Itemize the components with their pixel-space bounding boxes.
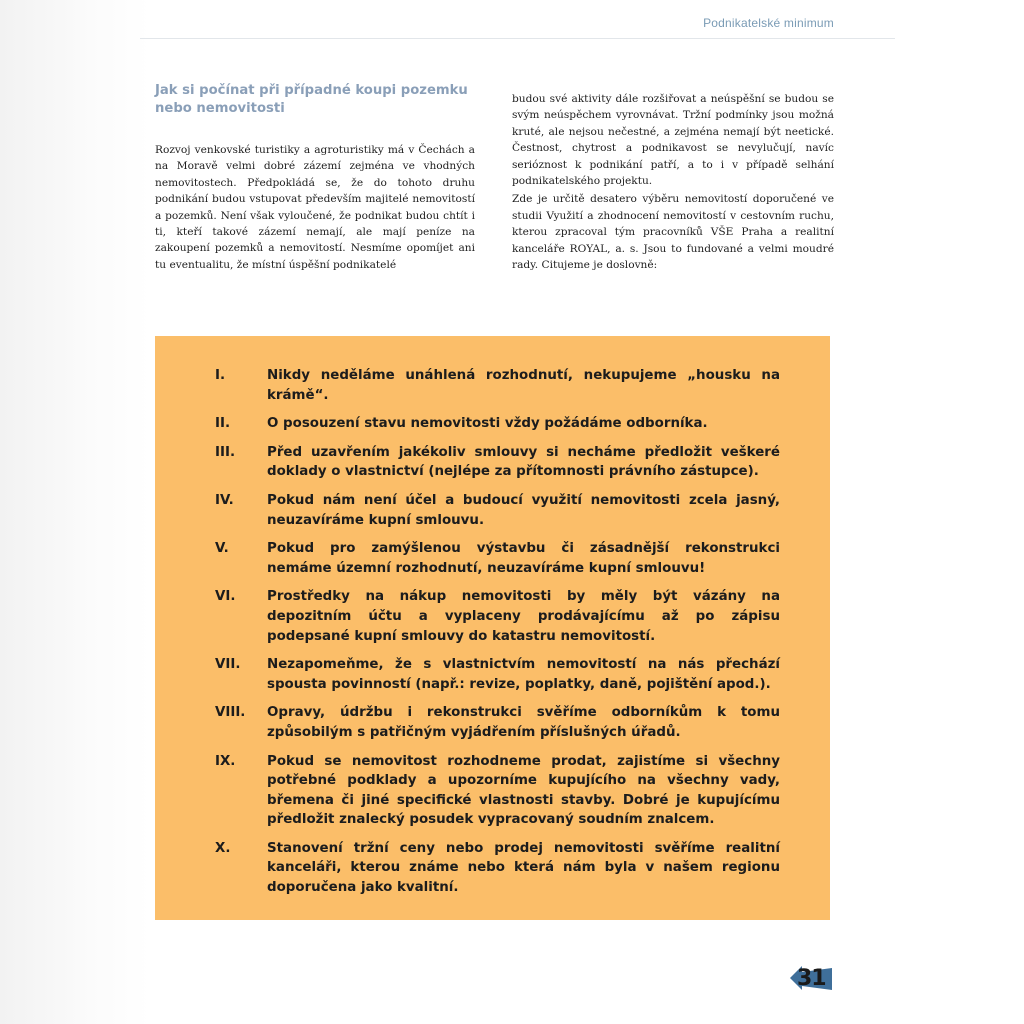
rule-text: Nezapomeňme, že s vlastnictvím nemovitostí na nás přechází spousta povinností (např.: revize, poplatky, daně, pojištění apod.). [267, 657, 780, 692]
running-header: Podnikatelské minimum [703, 16, 834, 30]
rule-text: O posouzení stavu nemovitosti vždy požádáme odborníka. [267, 416, 708, 432]
rule-text: Pokud nám není účel a budoucí využití nemovitosti zcela jasný, neuzavíráme kupní smlouvu. [267, 492, 780, 528]
right-column [512, 91, 834, 275]
rule-text: Opravy, údržbu i rekonstrukci svěříme odborníkům k tomu způsobilým s patřičným vyjádřením příslušných úřadů. [267, 705, 780, 740]
rule-item [215, 366, 780, 405]
rule-item [215, 703, 780, 742]
rule-item [215, 839, 780, 898]
rule-text: Stanovení tržní ceny nebo prodej nemovitosti svěříme realitní kanceláři, kterou známe nebo která nám byla v našem regionu doporučena jako kvalitní. [267, 840, 780, 896]
rule-number: VIII. [215, 705, 246, 721]
rule-item [215, 752, 780, 830]
rule-item [215, 539, 780, 578]
rule-text: Před uzavřením jakékoliv smlouvy si necháme předložit veškeré doklady o vlastnictví (nejlépe za přítomnosti právního zástupce). [267, 444, 780, 480]
rule-number: V. [215, 541, 229, 557]
rule-text: Pokud se nemovitost rozhodneme prodat, zajistíme si všechny potřebné podklady a upozorníme kupujícího na všechny vady, břemena či jiné specifické vlastnosti stavby. Dobré je kupujícímu předložit znalecký posudek vypracovaný soudním znalcem. [267, 753, 780, 828]
page-number: 31 [797, 966, 826, 991]
header-rule [140, 38, 895, 39]
rules-list [215, 366, 780, 907]
page-edge-shadow [0, 0, 150, 1024]
right-column-paragraph-2: Zde je určitě desatero výběru nemovitostí doporučené ve studii Využití a zhodnocení nemovitostí v cestovním ruchu, kterou zpracoval tým pracovníků VŠE Praha a realitní kanceláře ROYAL, a. s. Jsou to fundované a velmi moudré rady. Citujeme je doslovně: [512, 193, 834, 272]
rule-item [215, 491, 780, 530]
rule-number: I. [215, 368, 226, 383]
left-column [155, 142, 475, 275]
rule-item [215, 443, 780, 482]
rule-number: IV. [215, 492, 234, 508]
rule-number: VII. [215, 657, 241, 673]
rule-number: III. [215, 444, 236, 460]
rule-number: X. [215, 840, 231, 856]
rule-number: II. [215, 416, 231, 432]
rule-text: Pokud pro zamýšlenou výstavbu či zásadnější rekonstrukci nemáme územní rozhodnutí, neuzavíráme kupní smlouvu! [267, 541, 780, 576]
right-column-paragraph-1: budou své aktivity dále rozšiřovat a neúspěšní se budou se svým neúspěchem vyrovnávat. Tržní podmínky jsou možná kruté, ale nejsou nečestné, a zejména nemají být neetické. Čestnost, chytrost a podnikavost se nevylučují, navíc serióznost k podnikání patří, a to i v případě selhání podnikatelského projektu. [512, 93, 834, 188]
rule-number: IX. [215, 753, 236, 769]
rule-number: VI. [215, 589, 236, 605]
rule-item [215, 655, 780, 694]
rule-text: Nikdy neděláme unáhlená rozhodnutí, nekupujeme „housku na krámě“. [267, 368, 780, 403]
rule-item [215, 414, 780, 434]
rule-item [215, 587, 780, 646]
article-title: Jak si počínat při případné koupi pozemku nebo nemovitosti [155, 83, 468, 116]
rules-box [155, 336, 830, 920]
rule-text: Prostředky na nákup nemovitosti by měly být vázány na depozitním účtu a vyplaceny prodávajícímu až po zápisu podepsané kupní smlouvy do katastru nemovitostí. [267, 589, 780, 644]
left-column-paragraph: Rozvoj venkovské turistiky a agroturistiky má v Čechách a na Moravě velmi dobré zázemí zejména ve vhodných nemovitostech. Předpokládá se, že do tohoto druhu podnikání budou vstupovat především majitelé nemovitostí a pozemků. Není však vyloučené, že podnikat budou chtít i ti, kteří takové zázemí nemají, ale mají peníze na zakoupení pozemků a nemovitostí. Nesmíme opomíjet ani tu eventualitu, že místní úspěšní podnikatelé [155, 144, 475, 271]
